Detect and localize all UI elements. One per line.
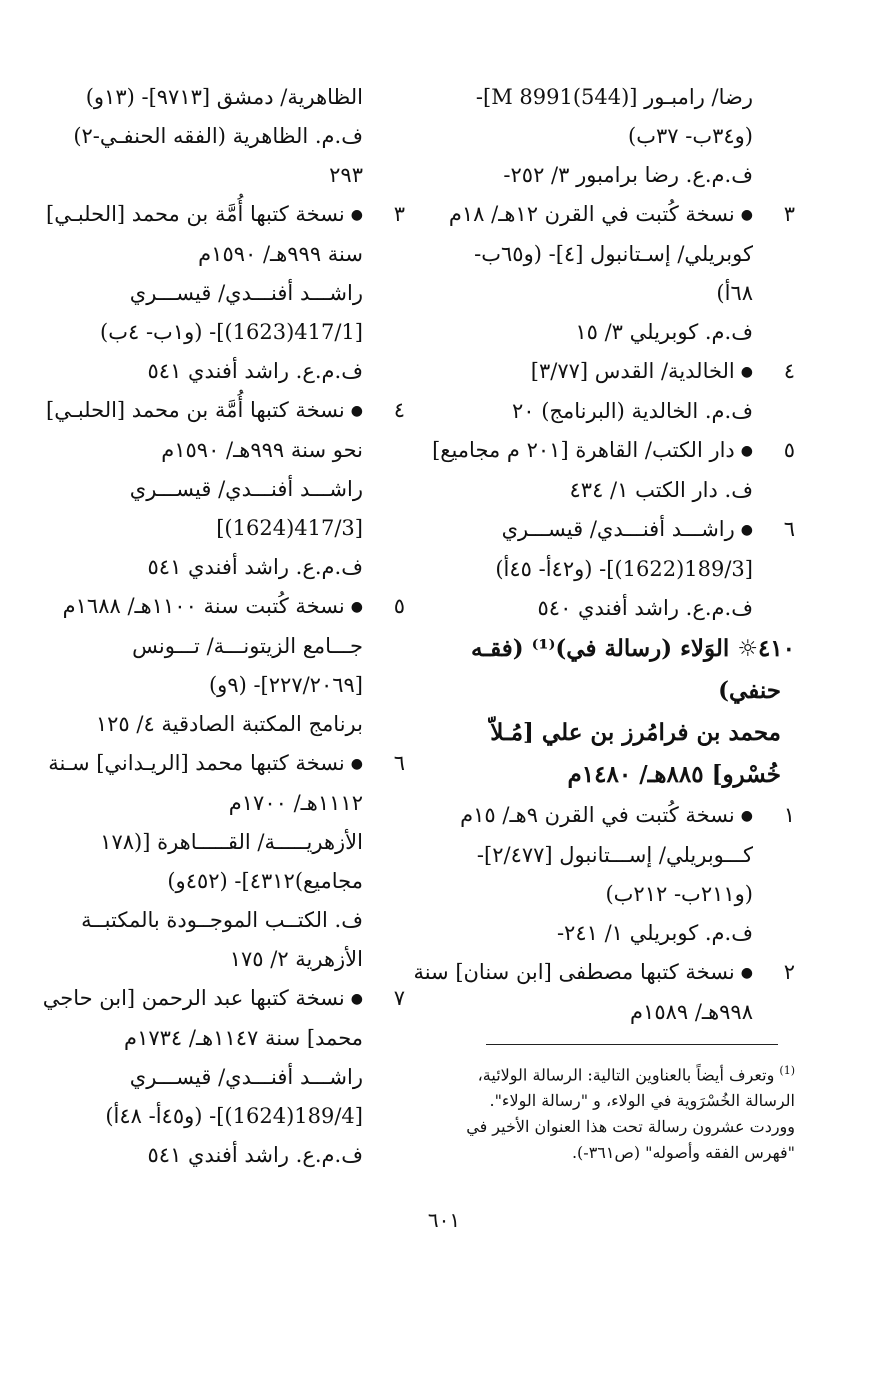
right-column [413, 78, 795, 1032]
entry-text: دار الكتب/ القاهرة [٢٠١ م مجاميع] [432, 438, 735, 462]
footnote-line: الرسالة الخُسْرَوية في الولاء، و "رسالة الولاء". [489, 1091, 795, 1111]
entry-title-cont: حنفي) [718, 677, 781, 704]
entry-line: [417/3(1624)] [216, 516, 363, 540]
entry-line: ٢٩٣ [329, 163, 363, 187]
entry-line: (و٢١١ب- ٢١٢ب) [605, 882, 753, 906]
entry-line: (و٣٤ب- ٣٧ب) [628, 124, 753, 148]
entry-line: ف.م.ع. راشد أفندي ٥٤١ [147, 555, 363, 579]
bullet-icon: ● [350, 599, 363, 615]
copy-entry-5 [60, 587, 405, 627]
bullet-icon: ● [350, 403, 363, 419]
bullet-icon: ● [350, 207, 363, 223]
copy-entry-6 [48, 744, 405, 784]
entry-line: ف.م.ع. راشد أفندي ٥٤١ [147, 359, 363, 383]
entry-line: ٩٩٨هـ/ ١٥٨٩م [630, 1000, 753, 1024]
entry-number: ١ [783, 803, 795, 827]
entry-text: نسخة كتبها عبد الرحمن [ابن حاجي [42, 986, 345, 1010]
entry-number: ٢ [783, 960, 795, 984]
entry-text: نسخة كتبها أُمَّة بن محمد [الحلبـي] [46, 202, 345, 226]
entry-text: نسخة كتبها محمد [الريـداني] سـنة [48, 751, 345, 775]
entry-text: نسخة كُتبت في القرن ٩هـ/ ١٥م [460, 803, 735, 827]
bullet-icon: ● [740, 364, 753, 380]
footnote-text: وتعرف أيضاً بالعناوين التالية: الرسالة الولائية، [477, 1065, 775, 1085]
entry-line: ف.م. كوبريلي ١/ ٢٤١- [556, 921, 753, 945]
entry-line: ٦٨أ) [716, 281, 753, 305]
entry-number: ٣ [783, 202, 795, 226]
entry-text: نسخة كُتبت في القرن ١٢هـ/ ١٨م [448, 202, 735, 226]
entry-line: محمد] سنة ١١٤٧هـ/ ١٧٣٤م [124, 1026, 363, 1050]
bullet-icon: ● [740, 808, 753, 824]
bullet-icon: ● [740, 443, 753, 459]
copy-entry-7 [42, 979, 405, 1019]
entry-number: ٥ [783, 438, 795, 462]
entry-text: الخالدية/ القدس [٣/٧٧] [530, 359, 735, 383]
entry-number: ٧ [393, 986, 405, 1010]
entry-line: برنامج المكتبة الصادقية ٤/ ١٢٥ [95, 712, 363, 736]
entry-text: راشـــد أفنـــدي/ قيســـري [501, 517, 735, 541]
entry-number: ٥ [393, 594, 405, 618]
entry-line: الظاهرية/ دمشق [٩٧١٣]- (١٣و) [85, 85, 363, 109]
entry-line: راشـــد أفنـــدي/ قيســـري [129, 281, 363, 305]
entry-line: راشـــد أفنـــدي/ قيســـري [129, 477, 363, 501]
entry-line: جـــامع الزيتونـــة/ تـــونس [132, 634, 363, 658]
entry-text: نسخة كُتبت سنة ١١٠٠هـ/ ١٦٨٨م [62, 594, 345, 618]
copy-entry-3 [450, 195, 795, 235]
entry-line: مجاميع)٤٣١٢]- (٤٥٢و) [167, 869, 363, 893]
entry-line: نحو سنة ٩٩٩هـ/ ١٥٩٠م [161, 438, 363, 462]
footnote-divider [486, 1044, 778, 1045]
entry-number: ٣ [393, 202, 405, 226]
copy-entry-3 [46, 195, 405, 235]
page-number: ٦٠١ [427, 1208, 461, 1232]
entry-line: ١١١٢هـ/ ١٧٠٠م [228, 791, 363, 815]
entry-line: ف.م.ع. راشد أفندي ٥٤١ [147, 1143, 363, 1167]
copy-entry-1 [450, 796, 795, 836]
footnote-line: ووردت عشرون رسالة تحت هذا العنوان الأخير في [466, 1117, 795, 1137]
author-line: محمد بن فرامُرز بن علي [مُـلاّ [490, 719, 781, 746]
entry-line: سنة ٩٩٩هـ/ ١٥٩٠م [198, 242, 363, 266]
footnote-line: "فهرس الفقه وأصوله" (ص٣٦١-). [571, 1143, 795, 1163]
bullet-icon: ● [740, 965, 753, 981]
entry-line: [189/3(1622)]- (و٤٢أ- ٤٥أ) [495, 557, 753, 581]
bullet-icon: ● [350, 991, 363, 1007]
bullet-icon: ● [740, 522, 753, 538]
entry-line: ف. دار الكتب ١/ ٤٣٤ [569, 478, 753, 502]
entry-title: ٤١٠☼ الوَلاء (رسالة في)⁽¹⁾ (فقـه [471, 635, 795, 662]
entry-line: الأزهرية ٢/ ١٧٥ [229, 947, 363, 971]
bullet-icon: ● [740, 207, 753, 223]
entry-line: الأزهريـــــة/ القـــــاهرة [(١٧٨ [100, 830, 363, 854]
entry-line: [189/4(1624)]- (و٤٥أ- ٤٨أ) [105, 1104, 363, 1128]
entry-line: ف.م. الظاهرية (الفقه الحنفـي-٢) [73, 124, 363, 148]
entry-line: كوبريلي/ إسـتانبول [٤]- (و٦٥ب- [474, 242, 753, 266]
footnote-marker: (1) [779, 1064, 795, 1077]
entry-text: نسخة كتبها مصطفى [ابن سنان] سنة [413, 960, 735, 984]
left-column [42, 78, 405, 1175]
entry-line: ف.م. كوبريلي ٣/ ١٥ [575, 320, 753, 344]
entry-number: ٤ [783, 359, 795, 383]
entry-line: راشـــد أفنـــدي/ قيســـري [129, 1065, 363, 1089]
entry-line: [٢٢٧/٢٠٦٩]- (٩و) [208, 673, 363, 697]
copy-entry-2 [413, 953, 795, 993]
entry-line: كـــوبريلي/ إســـتانبول [٢/٤٧٧]- [476, 843, 753, 867]
entry-line: ف.م.ع. راشد أفندي ٥٤٠ [537, 596, 753, 620]
entry-number: ٤ [393, 398, 405, 422]
author-line: خُسْرو] ٨٨٥هـ/ ١٤٨٠م [567, 761, 781, 788]
copy-entry-5 [432, 431, 795, 471]
footnote [455, 1058, 795, 1166]
copy-entry-4 [450, 352, 795, 392]
copy-entry-6 [450, 510, 795, 550]
entry-number: ٦ [783, 517, 795, 541]
entry-line: ف.م. الخالدية (البرنامج) ٢٠ [511, 399, 753, 423]
bullet-icon: ● [350, 756, 363, 772]
entry-line: رضا/ رامبـور [M 8991(544)]- [475, 85, 753, 109]
entry-number: ٦ [393, 751, 405, 775]
footnote-line [455, 1058, 795, 1088]
entry-line: ف.م.ع. رضا برامبور ٣/ ٢٥٢- [503, 163, 753, 187]
entry-line: [417/1(1623)]- (و١ب- ٤ب) [100, 320, 363, 344]
copy-entry-4 [46, 391, 405, 431]
entry-line: ف. الكتــب الموجــودة بالمكتبــة [81, 908, 363, 932]
entry-text: نسخة كتبها أُمَّة بن محمد [الحلبـي] [46, 398, 345, 422]
